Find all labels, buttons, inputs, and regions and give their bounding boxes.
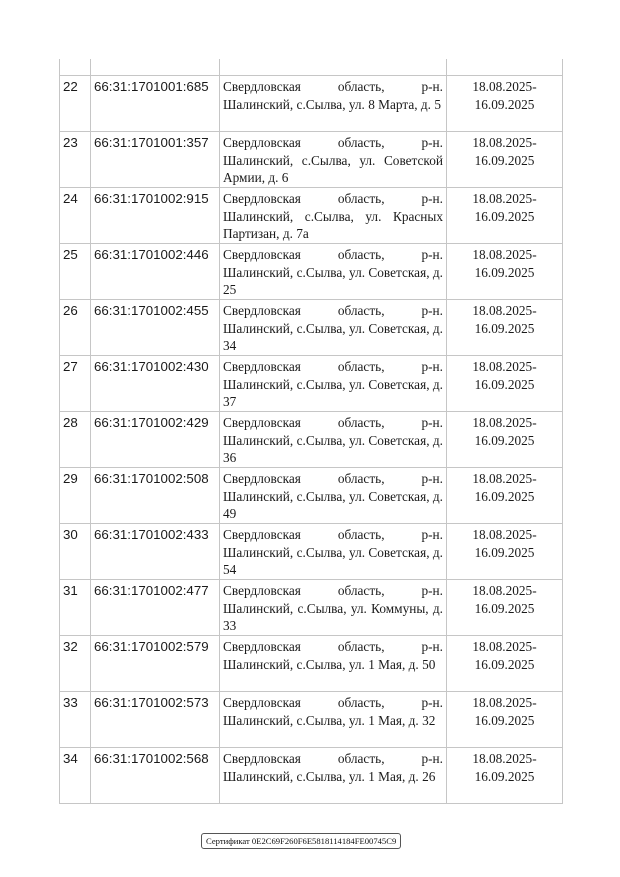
cadastral-number: 66:31:1701002:568 [91, 748, 220, 804]
table-row [60, 580, 563, 636]
period: 18.08.2025-16.09.2025 [447, 244, 563, 300]
cadastral-number: 66:31:1701002:455 [91, 300, 220, 356]
certificate-stamp: Сертификат 0E2C69F260F6E5818114184FE00745C9 [201, 833, 401, 849]
period: 18.08.2025-16.09.2025 [447, 188, 563, 244]
address: Свердловская область, р-н. Шалинский, с.Сылва, ул. Советская, д. 54 [220, 524, 447, 580]
address: Свердловская область, р-н. Шалинский, с.Сылва, ул. 1 Мая, д. 26 [220, 748, 447, 804]
cadastral-number: 66:31:1701001:685 [91, 76, 220, 132]
address: Свердловская область, р-н. Шалинский, с.Сылва, ул. Советская, д. 49 [220, 468, 447, 524]
table-row [60, 692, 563, 748]
period: 18.08.2025-16.09.2025 [447, 468, 563, 524]
row-number: 25 [60, 244, 91, 300]
address: Свердловская область, р-н. Шалинский, с.Сылва, ул. Советская, д. 34 [220, 300, 447, 356]
table-row [60, 132, 563, 188]
cadastral-number: 66:31:1701002:429 [91, 412, 220, 468]
table-row [60, 524, 563, 580]
row-number: 30 [60, 524, 91, 580]
address: Свердловская область, р-н. Шалинский, с.Сылва, ул. Советская, д. 25 [220, 244, 447, 300]
row-number: 34 [60, 748, 91, 804]
cadastral-number: 66:31:1701002:573 [91, 692, 220, 748]
address: Свердловская область, р-н. Шалинский, с.Сылва, ул. Советская, д. 36 [220, 412, 447, 468]
table-row [60, 76, 563, 132]
row-number: 32 [60, 636, 91, 692]
period: 18.08.2025-16.09.2025 [447, 76, 563, 132]
row-number: 33 [60, 692, 91, 748]
period: 18.08.2025-16.09.2025 [447, 132, 563, 188]
row-number: 28 [60, 412, 91, 468]
period: 18.08.2025-16.09.2025 [447, 692, 563, 748]
cadastral-number: 66:31:1701002:430 [91, 356, 220, 412]
cadastral-number: 66:31:1701002:915 [91, 188, 220, 244]
table-row [60, 748, 563, 804]
table-row [60, 412, 563, 468]
row-number: 29 [60, 468, 91, 524]
cadastral-number: 66:31:1701002:433 [91, 524, 220, 580]
cadastral-number: 66:31:1701002:477 [91, 580, 220, 636]
cadastral-number: 66:31:1701002:508 [91, 468, 220, 524]
address: Свердловская область, р-н. Шалинский, с.Сылва, ул. 1 Мая, д. 32 [220, 692, 447, 748]
table-row [60, 300, 563, 356]
empty-cell [447, 59, 563, 76]
cadastral-number: 66:31:1701002:579 [91, 636, 220, 692]
row-number: 23 [60, 132, 91, 188]
address: Свердловская область, р-н. Шалинский, с.Сылва, ул. Советской Армии, д. 6 [220, 132, 447, 188]
table-row [60, 244, 563, 300]
period: 18.08.2025-16.09.2025 [447, 636, 563, 692]
table-continuation-row [60, 59, 563, 76]
address: Свердловская область, р-н. Шалинский, с.Сылва, ул. Коммуны, д. 33 [220, 580, 447, 636]
address: Свердловская область, р-н. Шалинский, с.Сылва, ул. 1 Мая, д. 50 [220, 636, 447, 692]
row-number: 31 [60, 580, 91, 636]
address: Свердловская область, р-н. Шалинский, с.Сылва, ул. 8 Марта, д. 5 [220, 76, 447, 132]
period: 18.08.2025-16.09.2025 [447, 580, 563, 636]
address: Свердловская область, р-н. Шалинский, с.Сылва, ул. Красных Партизан, д. 7а [220, 188, 447, 244]
address: Свердловская область, р-н. Шалинский, с.Сылва, ул. Советская, д. 37 [220, 356, 447, 412]
cadastral-number: 66:31:1701002:446 [91, 244, 220, 300]
table-row [60, 188, 563, 244]
period: 18.08.2025-16.09.2025 [447, 748, 563, 804]
table-row [60, 636, 563, 692]
cadastral-number: 66:31:1701001:357 [91, 132, 220, 188]
table-row [60, 356, 563, 412]
row-number: 27 [60, 356, 91, 412]
row-number: 24 [60, 188, 91, 244]
period: 18.08.2025-16.09.2025 [447, 300, 563, 356]
empty-cell [91, 59, 220, 76]
land-plots-table [59, 59, 563, 804]
period: 18.08.2025-16.09.2025 [447, 412, 563, 468]
table-row [60, 468, 563, 524]
row-number: 22 [60, 76, 91, 132]
empty-cell [60, 59, 91, 76]
row-number: 26 [60, 300, 91, 356]
period: 18.08.2025-16.09.2025 [447, 356, 563, 412]
period: 18.08.2025-16.09.2025 [447, 524, 563, 580]
empty-cell [220, 59, 447, 76]
